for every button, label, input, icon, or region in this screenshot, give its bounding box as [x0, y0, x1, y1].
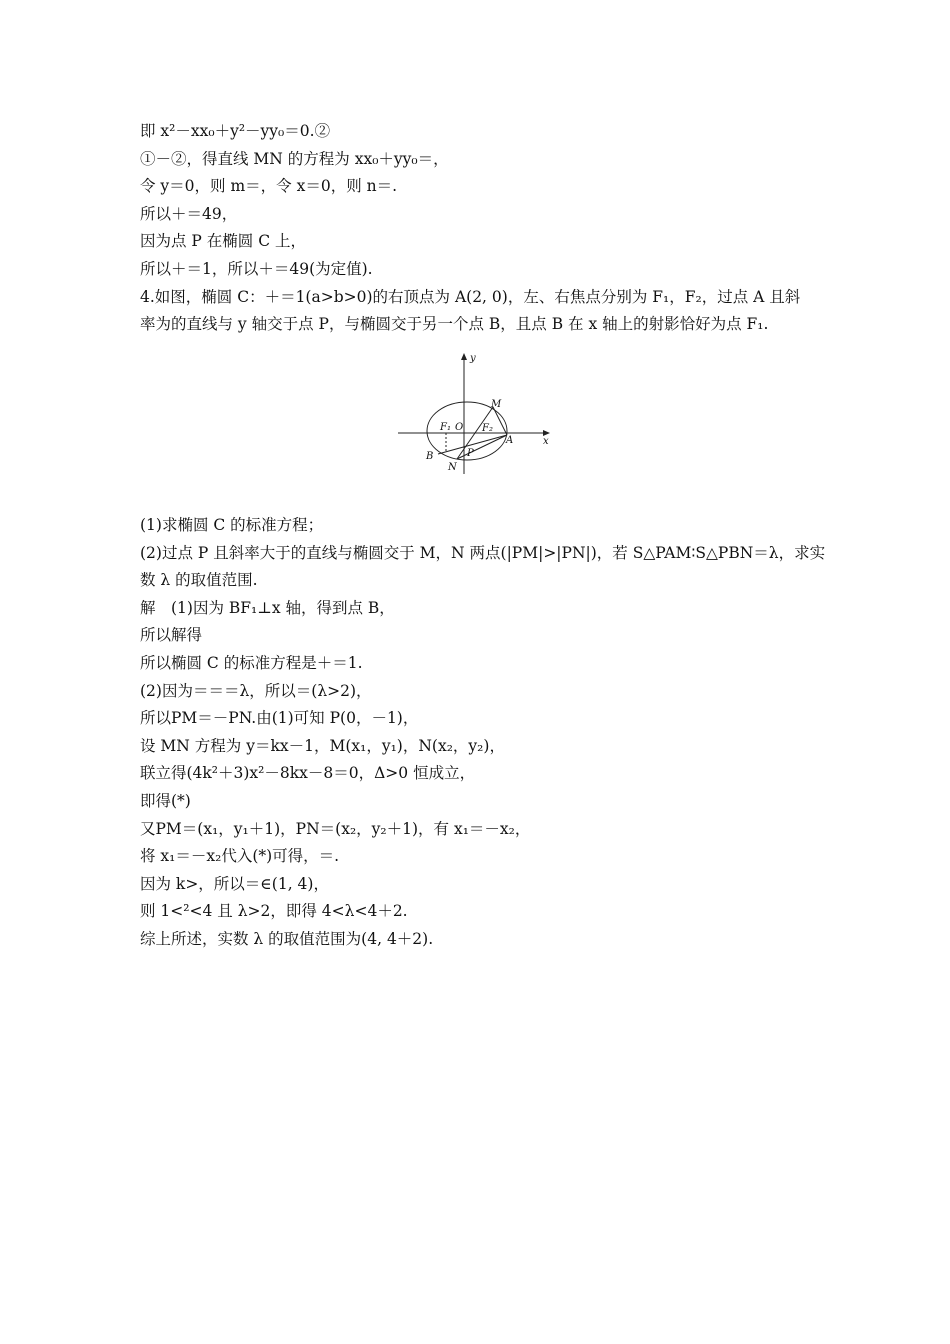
- label-o: O: [455, 422, 464, 433]
- text-line: ①－②，得直线 MN 的方程为 xx₀＋yy₀＝，: [140, 149, 449, 168]
- label-m: M: [491, 399, 502, 410]
- solution-line: 又PM＝(x₁，y₁＋1)，PN＝(x₂，y₂＋1)，有 x₁＝－x₂，: [140, 819, 531, 838]
- label-f2: F₂: [482, 423, 493, 434]
- solution-line: 即得(*): [140, 791, 191, 810]
- label-b: B: [426, 451, 434, 462]
- question-line: 数 λ 的取值范围.: [140, 571, 258, 590]
- label-n: N: [448, 462, 457, 473]
- lower-text-block: [140, 512, 830, 954]
- solution-line: 联立得(4k²＋3)x²－8kx－8＝0，Δ>0 恒成立，: [140, 764, 476, 783]
- solution-line: 设 MN 方程为 y＝kx－1，M(x₁，y₁)，N(x₂，y₂)，: [140, 736, 505, 755]
- solution-line: 所以PM＝－PN.由(1)可知 P(0，－1)，: [140, 709, 419, 728]
- solution-line: 将 x₁＝－x₂代入(*)可得，＝.: [140, 847, 340, 866]
- text-line: 令 y＝0，则 m＝，令 x＝0，则 n＝.: [140, 177, 398, 196]
- label-p: P: [467, 448, 474, 459]
- solution-line: 则 1<²<4 且 λ>2，即得 4<λ<4＋2.: [140, 902, 408, 921]
- solution-line: 所以解得: [140, 626, 203, 645]
- solution-line: (2)因为＝＝＝λ，所以＝(λ>2)，: [140, 681, 372, 700]
- solution-line: 所以椭圆 C 的标准方程是＋＝1.: [140, 653, 363, 672]
- problem-statement-line: 率为的直线与 y 轴交于点 P，与椭圆交于另一个点 B，且点 B 在 x 轴上的射影恰好为点 F₁.: [140, 315, 769, 334]
- text-line: 即 x²－xx₀＋y²－yy₀＝0.②: [140, 122, 331, 140]
- label-a: A: [506, 435, 514, 446]
- text-line: 所以＋＝49，: [140, 204, 238, 223]
- problem-statement-line: 4.如图，椭圆 C：＋＝1(a>b>0)的右顶点为 A(2, 0)，左、右焦点分别为 F₁，F₂，过点 A 且斜: [140, 287, 801, 306]
- ellipse-diagram: [398, 352, 558, 477]
- label-y: y: [470, 353, 476, 364]
- text-line: 因为点 P 在椭圆 C 上，: [140, 232, 306, 251]
- conclusion-line: 综上所述，实数 λ 的取值范围为(4, 4＋2).: [140, 929, 434, 948]
- solution-line: 因为 k>，所以＝∈(1, 4)，: [140, 874, 329, 893]
- text-line: 所以＋＝1，所以＋＝49(为定值).: [140, 259, 373, 278]
- upper-text-block: [140, 118, 830, 339]
- label-x: x: [543, 436, 549, 447]
- solution-line: 解 (1)因为 BF₁⊥x 轴，得到点 B，: [140, 598, 395, 617]
- y-axis-arrow: [461, 353, 467, 360]
- label-f1: F₁: [440, 422, 451, 433]
- ellipse-figure: [398, 352, 558, 477]
- question-line: (1)求椭圆 C 的标准方程；: [140, 516, 324, 534]
- question-line: (2)过点 P 且斜率大于的直线与椭圆交于 M，N 两点(|PM|>|PN|)，若 S△PAM∶S△PBN＝λ，求实: [140, 543, 826, 562]
